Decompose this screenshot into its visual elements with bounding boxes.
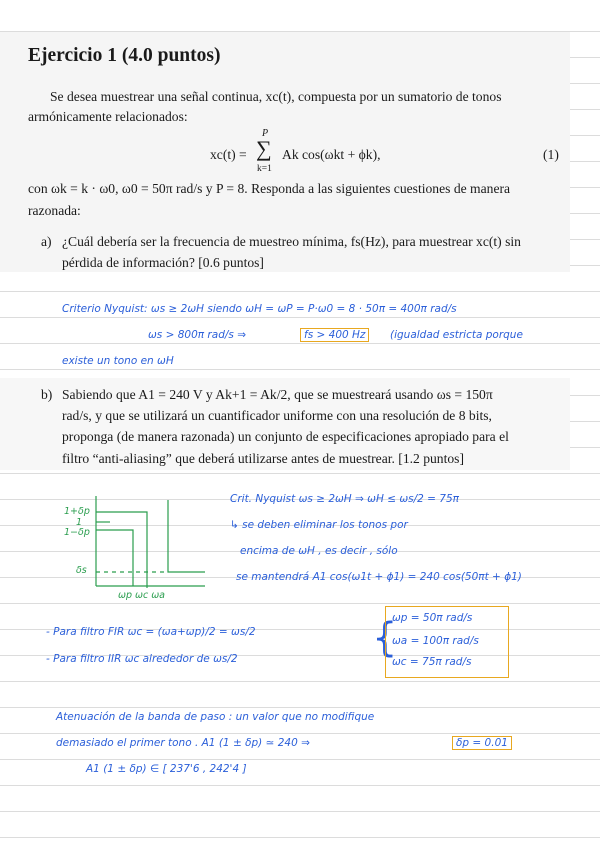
diagram-label-one: 1 [76,517,83,528]
sum-lower-limit: k=1 [257,164,272,174]
question-a-label: a) [41,234,52,249]
question-a-line-2: pérdida de información? [0.6 puntos] [62,255,264,270]
answer-a-result-box: fs > 400 Hz [300,328,369,342]
question-b-line-1: Sabiendo que A1 = 240 V y Ak+1 = Ak/2, que se muestreará usando ωs = 150π [62,387,493,402]
equation-rhs: Ak cos(ωkt + ϕk), [282,147,381,162]
sum-upper-limit: P [262,128,269,139]
answer-b-crit-line-2: ↳ se deben eliminar los tonos por [230,519,408,531]
answer-b-delta-p-box: δp = 0.01 [452,736,512,750]
answer-b-iir-line: - Para filtro IIR ωc alrededor de ωs/2 [46,653,238,665]
diagram-label-delta-s: δs [76,565,87,576]
conditions-line-2: razonada: [28,203,81,218]
intro-line-1: Se desea muestrear una señal continua, xc(t), compuesta por un sumatorio de tonos [50,89,502,104]
answer-b-atten-line-1: Atenuación de la banda de paso : un valor que no modifique [56,711,375,723]
diagram-lower-passband-bound [96,530,133,586]
sum-symbol: ∑ [256,136,272,161]
conditions-line-1: con ωk = k · ω0, ω0 = 50π rad/s y P = 8. Responda a las siguientes cuestiones de manera [28,181,511,196]
spec-wp: ωp = 50π rad/s [392,612,473,624]
answer-a-line-2-post: (igualdad estricta porque [390,329,523,341]
answer-b-crit-line-1: Crit. Nyquist ωs ≥ 2ωH ⇒ ωH ≤ ωs/2 = 75π [230,493,459,505]
answer-b-atten-line-3: A1 (1 ± δp) ∈ [ 237'6 , 242'4 ] [86,763,247,775]
diagram-axis-labels: ωp ωc ωa [118,590,165,601]
equation-number: (1) [543,147,559,162]
diagram-label-upper: 1+δp [64,506,90,517]
answer-a-line-1: Criterio Nyquist: ωs ≥ 2ωH siendo ωH = ωP = P·ω0 = 8 · 50π = 400π rad/s [62,303,457,315]
question-b-line-3: proponga (de manera razonada) un conjunto de especificaciones apropiado para el [62,429,509,444]
answer-a-line-2-pre: ωs > 800π rad/s ⇒ [148,329,246,341]
diagram-stopband-bound [168,500,205,572]
spec-wc: ωc = 75π rad/s [392,656,472,668]
question-b-label: b) [41,387,53,402]
spec-wa: ωa = 100π rad/s [392,635,479,647]
intro-line-2: armónicamente relacionados: [28,109,188,124]
spec-brace: { [372,615,398,661]
question-a-line-1: ¿Cuál debería ser la frecuencia de muestreo mínima, fs(Hz), para muestrear xc(t) sin [62,234,521,249]
answer-b-crit-line-4: se mantendrá A1 cos(ω1t + ϕ1) = 240 cos(50πt + ϕ1) [236,571,522,583]
equation-lhs: xc(t) = [210,147,247,162]
answer-a-line-3: existe un tono en ωH [62,355,174,367]
exercise-title: Ejercicio 1 (4.0 puntos) [28,45,221,66]
question-b-line-4: filtro “anti-aliasing” que deberá utilizarse antes de muestrear. [1.2 puntos] [62,451,464,466]
answer-b-fir-line: - Para filtro FIR ωc = (ωa+ωp)/2 = ωs/2 [46,626,256,638]
answer-b-atten-line-2-pre: demasiado el primer tono . A1 (1 ± δp) ≃ 240 ⇒ [56,737,310,749]
answer-b-crit-line-3: encima de ωH , es decir , sólo [240,545,398,557]
diagram-upper-passband-bound [96,512,147,586]
diagram-label-lower: 1−δp [64,527,90,538]
question-b-line-2: rad/s, y que se utilizará un cuantificador uniforme con una resolución de 8 bits, [62,408,492,423]
